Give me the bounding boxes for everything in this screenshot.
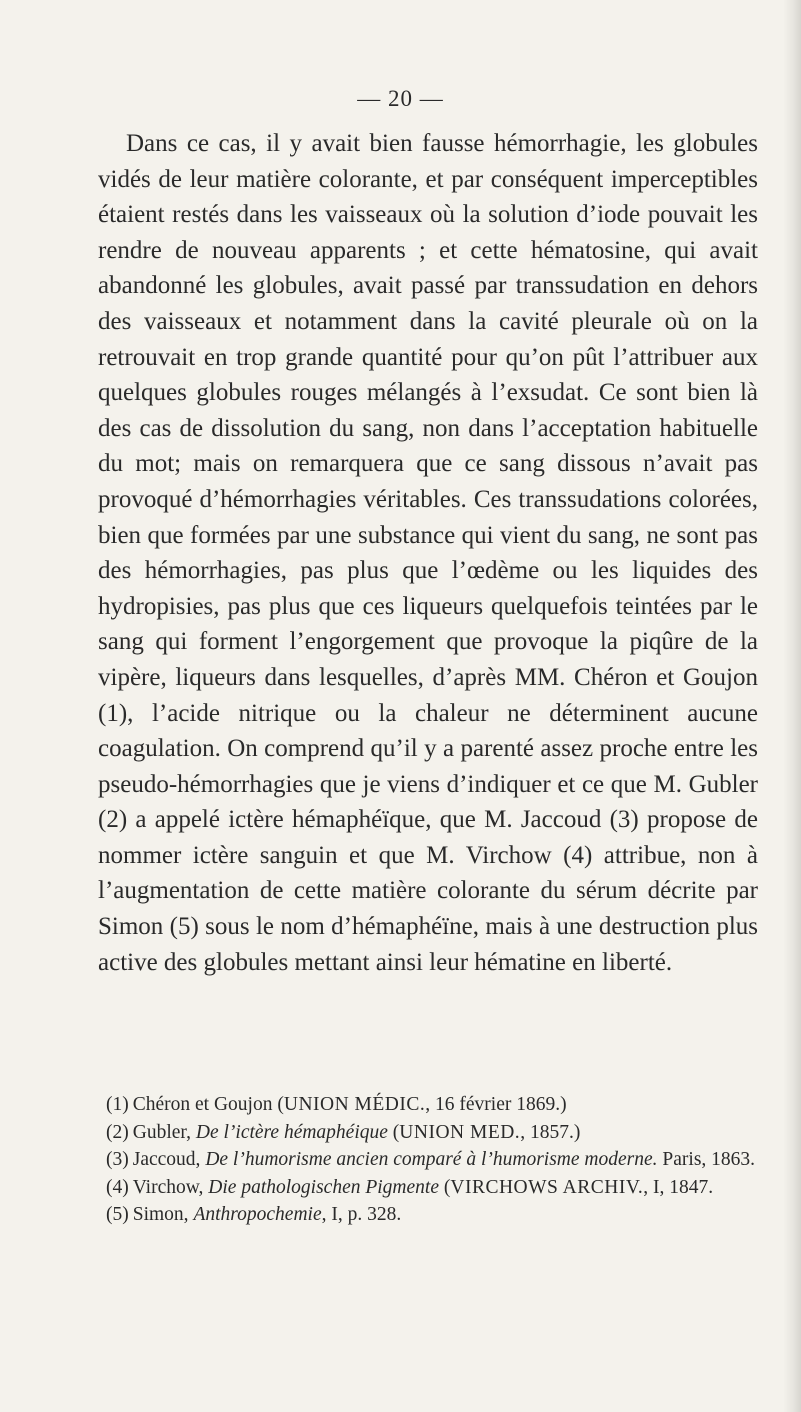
footnote-1: (1) Chéron et Goujon (UNION MÉDIC., 16 février 1869.) <box>106 1094 567 1115</box>
footnote-5: (5) Simon, Anthropochemie, I, p. 328. <box>106 1204 402 1225</box>
footnote-3: (3) Jaccoud, De l’humorisme ancien comparé à l’humorisme moderne. Paris, 1863. <box>106 1149 756 1170</box>
footnote-4: (4) Virchow, Die pathologischen Pigmente (VIRCHOWS ARCHIV., I, 1847. <box>106 1176 714 1198</box>
body-paragraph: Dans ce cas, il y avait bien fausse hémorrhagie, les globules vidés de leur matière colorante, et par conséquent imperceptibles étaient restés dans les vaisseaux où la solution d’iode pouvait les rendre de nouveau apparents ; et cette hématosine, qui avait abandonné les globules, avait passé par transsudation en dehors des vaisseaux et notamment dans la cavité pleurale où on la retrouvait en trop grande quantité pour qu’on pût l’attribuer aux quelques globules rouges mélangés à l’exsudat. Ce sont bien là des cas de dissolution du sang, non dans l’acceptation habituelle du mot; mais on remarquera que ce sang dissous n’avait pas provoqué d’hémorrhagies véritables. Ces transsudations colorées, bien que formées par une substance qui vient du sang, ne sont pas des hémorrhagies, pas plus que l’œdème ou les liquides des hydropisies, pas plus que ces liqueurs quelquefois teintées par le sang qui forment l’engorgement que provoque la piqûre de la vipère, liqueurs dans lesquelles, d’après MM. Chéron et Goujon (1), l’acide nitrique ou la chaleur ne déterminent aucune coagulation. On comprend qu’il y a parenté assez proche entre les pseudo-hémorrhagies que je viens d’indiquer et ce que M. Gubler (2) a appelé ictère hémaphéïque, que M. Jaccoud (3) propose de nommer ictère sanguin et que M. Virchow (4) attribue, non à l’augmentation de cette matière colorante du sérum décrite par Simon (5) sous le nom d’hémaphéïne, mais à une destruction plus active des globules mettant ainsi leur hématine en liberté. <box>98 130 758 976</box>
footnote-title: De l’humorisme ancien comparé à l’humorisme moderne. <box>205 1149 658 1170</box>
footnote-title: Anthropochemie <box>193 1204 322 1225</box>
footnote-source: VIRCHOWS ARCHIV. <box>450 1176 644 1198</box>
footnote-2: (2) Gubler, De l’ictère hémaphéique (UNION MED., 1857.) <box>106 1121 581 1143</box>
footnotes <box>98 1091 760 1229</box>
footnote-title: Die pathologischen Pigmente <box>208 1176 439 1198</box>
page-edge-shadow <box>783 0 801 1412</box>
page-number: — 20 — <box>357 86 444 111</box>
footnote-source: UNION MED. <box>399 1121 521 1143</box>
footnote-title: De l’ictère hémaphéique <box>195 1121 388 1143</box>
footnote-source: UNION MÉDIC. <box>283 1094 426 1115</box>
